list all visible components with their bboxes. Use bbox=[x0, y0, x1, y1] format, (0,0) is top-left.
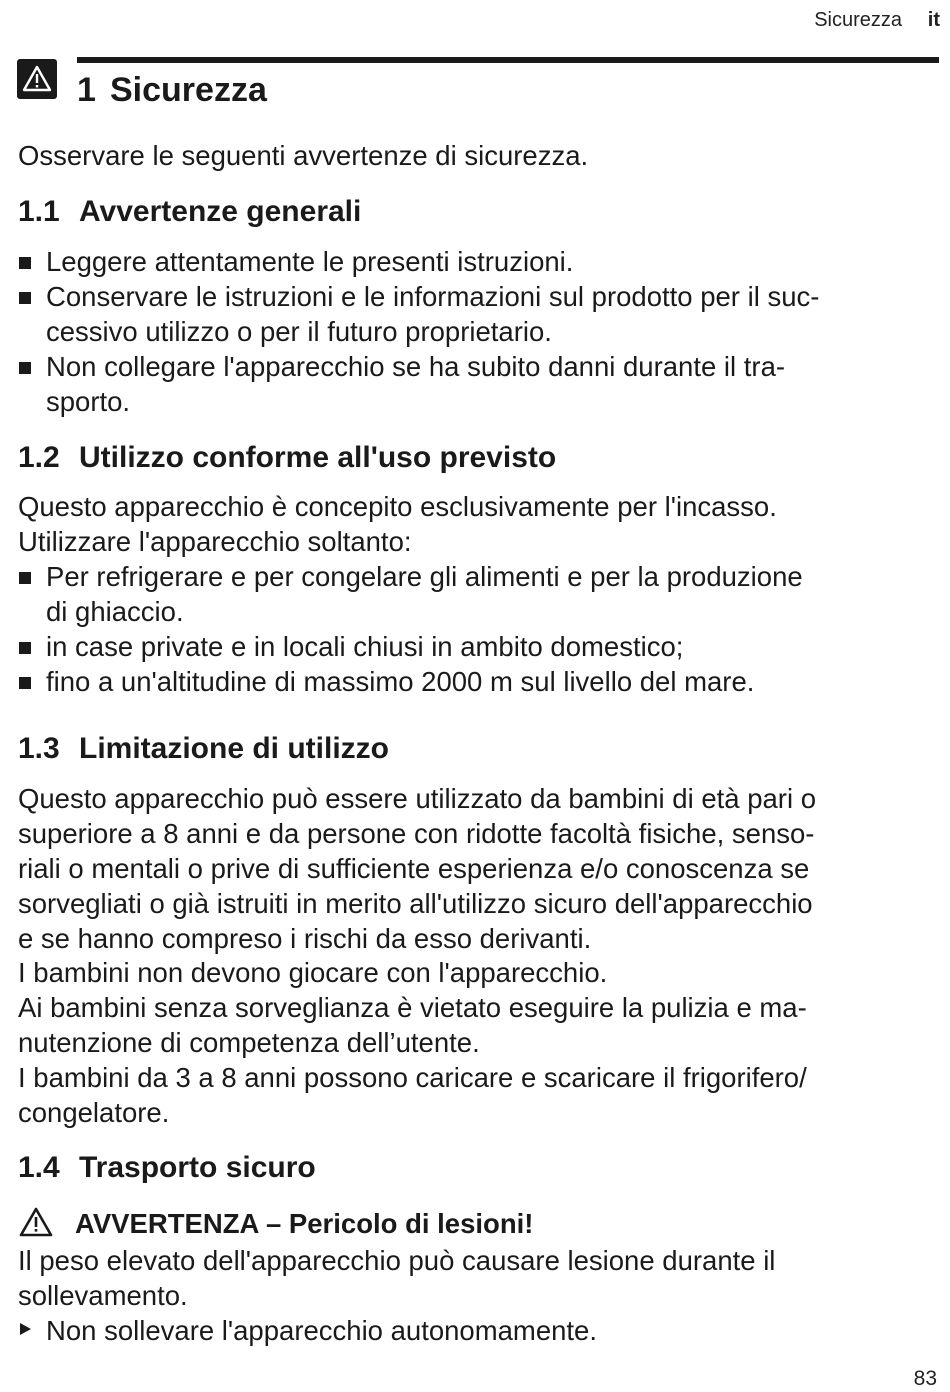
paragraph-line: I bambini da 3 a 8 anni possono caricare e scaricare il frigorifero/ bbox=[18, 1062, 807, 1093]
list-item-line: sporto. bbox=[46, 386, 131, 417]
list-bullet bbox=[19, 292, 31, 304]
paragraph-line: Il peso elevato dell'apparecchio può causare lesione durante il bbox=[18, 1245, 776, 1276]
list-item-line: Non collegare l'apparecchio se ha subito danni durante il tra- bbox=[46, 351, 786, 382]
chapter-title bbox=[77, 71, 267, 110]
paragraph-line: nutenzione di competenza dell’utente. bbox=[18, 1027, 480, 1058]
section-title: Utilizzo conforme all'uso previsto bbox=[79, 441, 557, 474]
list-item-line: in case private e in locali chiusi in ambito domestico; bbox=[46, 631, 684, 662]
paragraph-line: Questo apparecchio è concepito esclusivamente per l'incasso. bbox=[18, 491, 777, 522]
paragraph-line: sollevamento. bbox=[18, 1280, 188, 1311]
intro-paragraph: Osservare le seguenti avvertenze di sicurezza. bbox=[18, 140, 589, 171]
section-number: 1.3 bbox=[18, 732, 60, 765]
running-header-language: it bbox=[927, 9, 940, 31]
list-bullet bbox=[19, 677, 31, 689]
section-heading-1-2 bbox=[18, 441, 556, 475]
section-title: Avvertenze generali bbox=[79, 195, 362, 228]
running-header-section: Sicurezza bbox=[814, 9, 902, 31]
section-heading-1-1 bbox=[18, 195, 361, 229]
paragraph-line: congelatore. bbox=[18, 1097, 170, 1128]
list-item-line: Leggere attentamente le presenti istruzioni. bbox=[46, 246, 574, 277]
action-step: Non sollevare l'apparecchio autonomamente. bbox=[46, 1315, 597, 1346]
paragraph-line: Ai bambini senza sorveglianza è vietato eseguire la pulizia e ma- bbox=[18, 992, 807, 1023]
list-item-line: cessivo utilizzo o per il futuro proprietario. bbox=[46, 316, 552, 347]
paragraph-line: Utilizzare l'apparecchio soltanto: bbox=[18, 526, 412, 557]
list-item-line: di ghiaccio. bbox=[46, 596, 184, 627]
paragraph-line: Questo apparecchio può essere utilizzato da bambini di età pari o bbox=[18, 783, 816, 814]
section-heading-1-3 bbox=[18, 732, 389, 766]
list-bullet bbox=[19, 572, 31, 584]
list-bullet bbox=[19, 257, 31, 269]
list-item-line: Conservare le istruzioni e le informazioni sul prodotto per il suc- bbox=[46, 281, 820, 312]
section-number: 1.4 bbox=[18, 1151, 60, 1184]
warning-triangle-icon bbox=[17, 59, 57, 99]
section-number: 1.1 bbox=[18, 195, 60, 228]
warning-title: AVVERTENZA – Pericolo di lesioni! bbox=[75, 1208, 534, 1239]
paragraph-line: I bambini non devono giocare con l'apparecchio. bbox=[18, 957, 608, 988]
page-number: 83 bbox=[913, 1367, 937, 1390]
paragraph-line: e se hanno compreso i rischi da esso derivanti. bbox=[18, 923, 592, 954]
paragraph-line: riali o mentali o prive di sufficiente esperienza e/o conoscenza se bbox=[18, 853, 810, 884]
section-title: Trasporto sicuro bbox=[79, 1151, 316, 1184]
paragraph-line: sorvegliati o già istruiti in merito all'utilizzo sicuro dell'apparecchio bbox=[18, 888, 813, 919]
list-item-line: fino a un'altitudine di massimo 2000 m sul livello del mare. bbox=[46, 666, 755, 697]
section-number: 1.2 bbox=[18, 441, 60, 474]
paragraph-line: superiore a 8 anni e da persone con ridotte facoltà fisiche, senso- bbox=[18, 818, 815, 849]
header-rule bbox=[77, 57, 939, 63]
list-bullet bbox=[19, 642, 31, 654]
section-heading-1-4 bbox=[18, 1151, 316, 1185]
chapter-title-text: Sicurezza bbox=[110, 71, 267, 109]
action-arrow-icon bbox=[20, 1323, 31, 1335]
list-item-line: Per refrigerare e per congelare gli alimenti e per la produzione bbox=[46, 561, 803, 592]
warning-triangle-icon bbox=[18, 1206, 54, 1238]
chapter-number: 1 bbox=[77, 71, 96, 109]
list-bullet bbox=[19, 362, 31, 374]
section-title: Limitazione di utilizzo bbox=[79, 732, 389, 765]
